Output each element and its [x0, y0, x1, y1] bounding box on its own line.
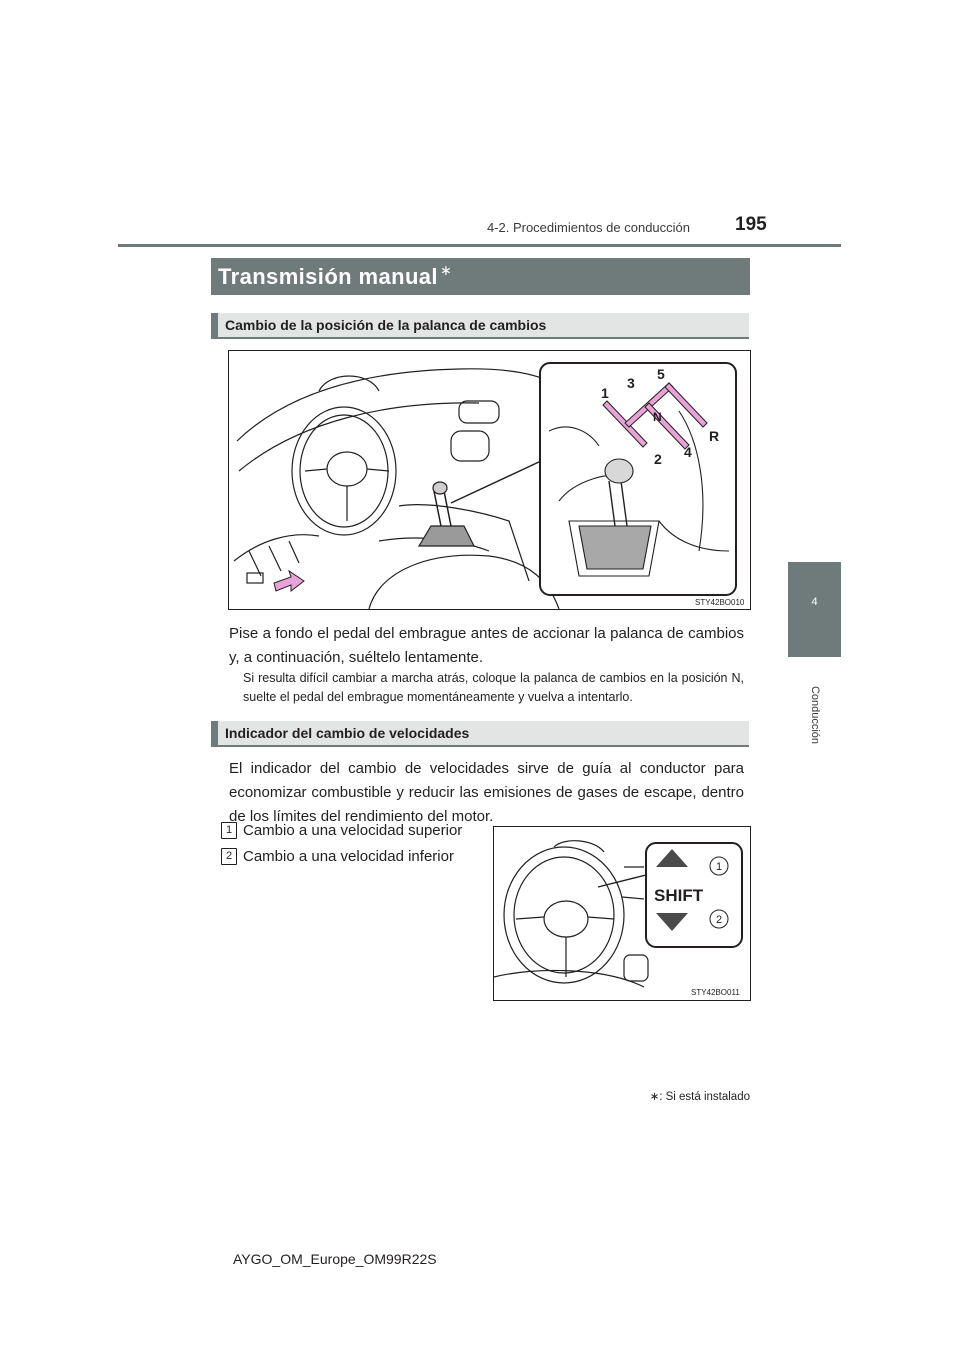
section-heading-text-2: Indicador del cambio de velocidades [225, 725, 470, 741]
shift-label: SHIFT [654, 886, 704, 905]
running-header-section: 4-2. Procedimientos de conducción [486, 220, 690, 235]
gear-lever-figure [228, 350, 751, 610]
document-id: AYGO_OM_Europe_OM99R22S [233, 1251, 437, 1267]
shift-indicator-figure [493, 826, 751, 1001]
gear-lever-illustration [229, 351, 750, 609]
shift-indicator-illustration [494, 827, 750, 1000]
page-title-bar [211, 258, 750, 295]
item-label-2: Cambio a una velocidad inferior [243, 848, 454, 865]
header-rule [118, 244, 841, 247]
indicator-description: El indicador del cambio de velocidades sirve de guía al conductor para economizar combustible y reducir las emisiones de gases de escape, dentro de los límites del rendimiento del motor. [229, 760, 744, 825]
reverse-note: Si resulta difícil cambiar a marcha atrás, coloque la palanca de cambios en la posición N, suelte el pedal del embrague momentáneamente y vuelva a intentarlo. [243, 671, 744, 704]
callout-1: 1 [715, 861, 723, 873]
clutch-instruction: Pise a fondo el pedal del embrague antes de accionar la palanca de cambios y, a continuación, suéltelo lentamente. [229, 625, 744, 666]
gear-label-1: 1 [601, 385, 609, 401]
chapter-number: 4 [811, 596, 818, 608]
figure-code-1: STY42BO010 [695, 598, 745, 607]
gear-label-5: 5 [657, 366, 665, 382]
section-heading-text: Cambio de la posición de la palanca de cambios [225, 317, 547, 333]
callout-2: 2 [715, 914, 723, 926]
footnote-mark: ∗ [439, 262, 453, 278]
section-heading-gear-indicator [211, 721, 749, 747]
footnote-asterisk: ∗ [649, 1091, 660, 1103]
footnote [620, 1089, 750, 1103]
gear-label-n: N [653, 410, 662, 424]
section-heading-gear-change [211, 313, 749, 339]
figure-code-2: STY42BO011 [691, 988, 740, 997]
gear-label-4: 4 [684, 444, 692, 460]
item-number-2: 2 [221, 848, 237, 865]
footnote-text: : Si está instalado [659, 1091, 750, 1103]
gear-label-2: 2 [654, 451, 662, 467]
page-title: Transmisión manual ∗ [218, 262, 453, 289]
gear-label-r: R [709, 428, 720, 444]
item-number-1: 1 [221, 822, 237, 839]
item-label-1: Cambio a una velocidad superior [243, 822, 463, 839]
gear-label-3: 3 [627, 375, 635, 391]
page-number: 195 [735, 214, 767, 235]
chapter-label-container [788, 660, 841, 770]
chapter-tab [788, 562, 841, 657]
chapter-label: Conducción [808, 685, 821, 745]
